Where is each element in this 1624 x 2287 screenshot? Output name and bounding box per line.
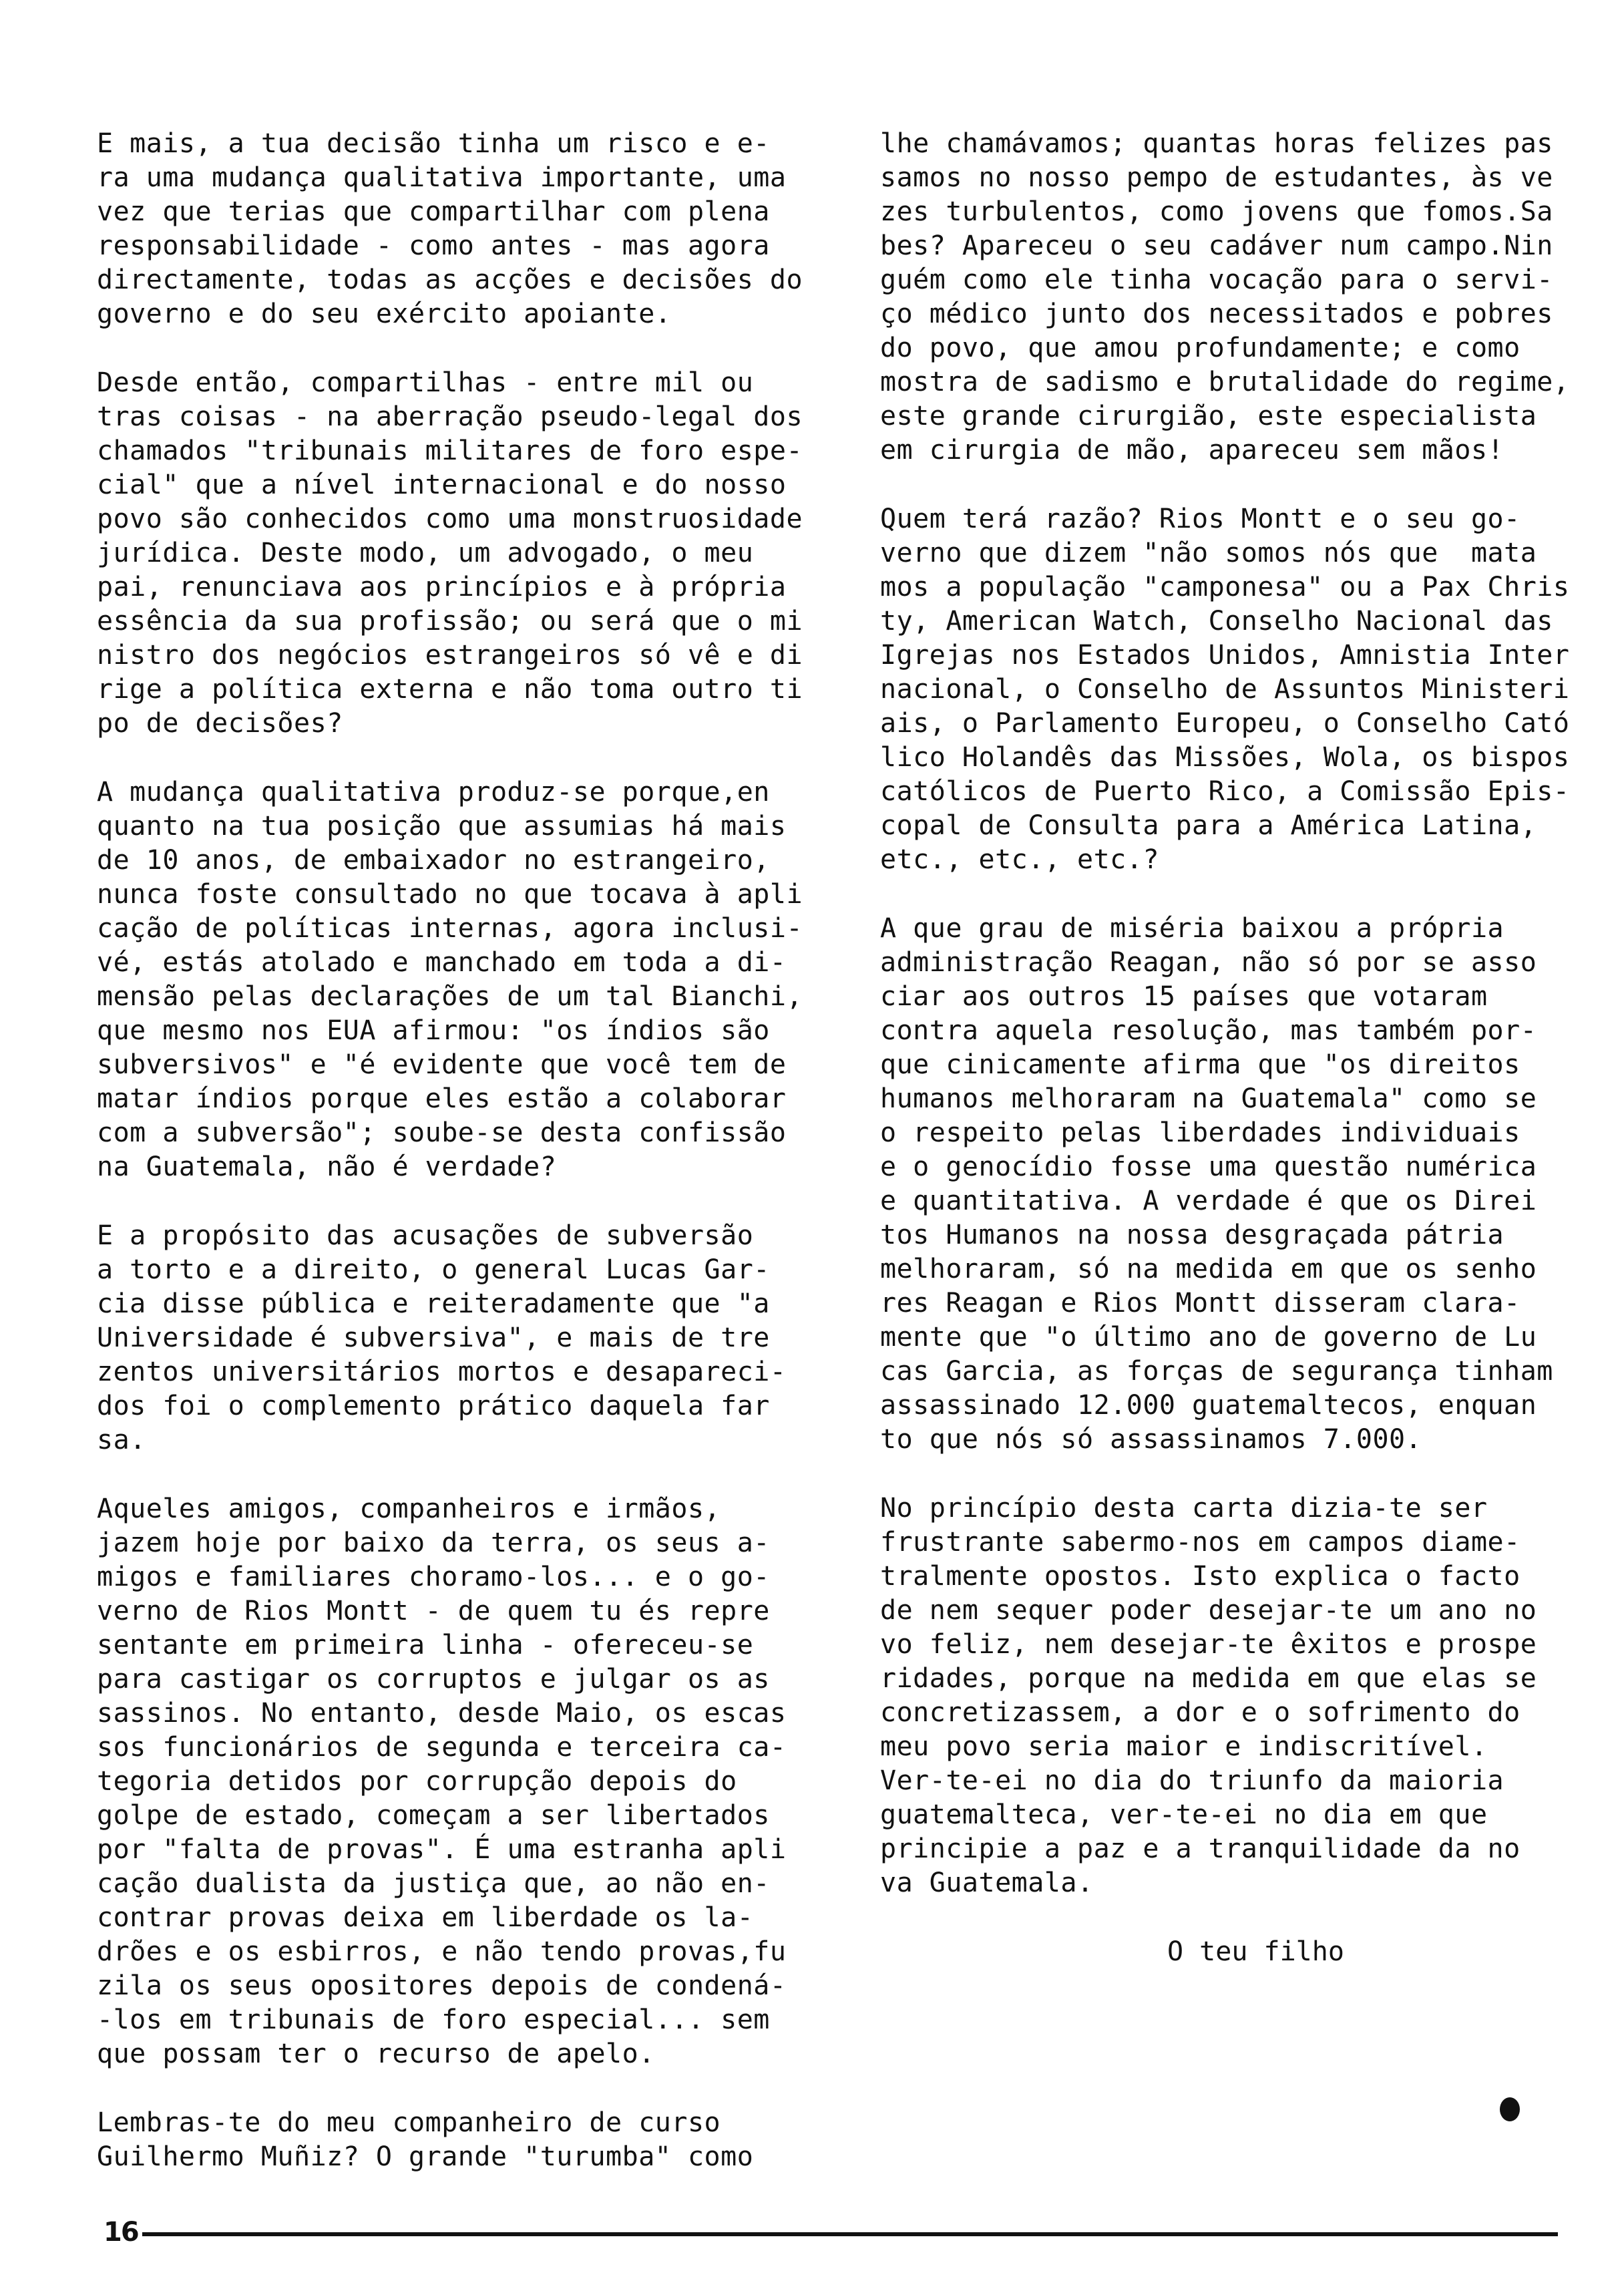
paragraph-decision-risk: E mais, a tua decisão tinha um risco e e- ra uma mudança qualitativa importante, uma vez que terias que compartilhar com plena responsabilidade - como antes - mas agora directamente, todas as acções e decisões do governo e do seu exército apoiante.: [97, 128, 803, 329]
signature-line: O teu filho: [1167, 1936, 1344, 1967]
left-column: [97, 127, 818, 2209]
paragraph-turumba-continued: lhe chamávamos; quantas horas felizes pas samos no nosso pempo de estudantes, às ve zes turbulentos, como jovens que fomos.Sa bes? Apareceu o seu cadáver num campo.Nin guém como ele tinha vocação para o servi- ço médico junto dos necessitados e pobres do povo, que amou profundamente; e como mostra de sadismo e brutalidade do regime, este grande cirurgião, este especialista em cirurgia de mão, apareceu sem mãos!: [880, 128, 1570, 466]
right-column: [880, 127, 1601, 1969]
page-footer: [104, 2219, 1559, 2246]
footer-rule: [142, 2232, 1558, 2236]
paragraph-qualitative-change: A mudança qualitativa produz-se porque,en quanto na tua posição que assumias há mais de 10 anos, de embaixador no estrangeiro, nunca foste consultado no que tocava à apli cação de políticas internas, agora inclusi- vé, estás atolado e manchado em toda a di- mensão pelas declarações de um tal Bianchi, que mesmo nos EUA afirmou: "os índios são subversivos" e "é evidente que você tem de matar índios porque eles estão a colaborar com a subversão"; soube-se desta confissão na Guatemala, não é verdade?: [97, 777, 803, 1182]
paragraph-letter-closing: No princípio desta carta dizia-te ser frustrante sabermo-nos em campos diame- tralmente opostos. Isto explica o facto de nem sequer poder desejar-te um ano no vo feliz, nem desejar-te êxitos e prospe ridades, porque na medida em que elas se concretizassem, a dor e o sofrimento do meu povo seria maior e indiscritível. Ver-te-ei no dia do triunfo da maioria guatemalteca, ver-te-ei no dia em que principie a paz e a tranquilidade da no va Guatemala.: [880, 1493, 1537, 1898]
paragraph-subversion-accusations: E a propósito das acusações de subversão a torto e a direito, o general Lucas Gar- cia disse pública e reiteradamente que "a Universidade é subversiva", e mais de tre zentos universitários mortos e desapareci- dos foi o complemento prático daquela far sa.: [97, 1220, 787, 1455]
paragraph-reagan-administration: A que grau de miséria baixou a própria administração Reagan, não só por se asso ciar aos outros 15 países que votaram contra aquela resolução, mas também por- que cinicamente afirma que "os direitos humanos melhoraram na Guatemala" como se o respeito pelas liberdades individuais e o genocídio fosse uma questão numérica e quantitativa. A verdade é que os Direi tos Humanos na nossa desgraçada pátria melhoraram, só na medida em que os senho res Reagan e Rios Montt disseram clara- mente que "o último ano de governo de Lu cas Garcia, as forças de segurança tinham assassinado 12.000 guatemaltecos, enquan to que nós só assassinamos 7.000.: [880, 913, 1553, 1455]
paragraph-friends-and-justice: Aqueles amigos, companheiros e irmãos, jazem hoje por baixo da terra, os seus a- migos e familiares choramo-los... e o go- verno de Rios Montt - de quem tu és repre sentante em primeira linha - ofereceu-se para castigar os corruptos e julgar os as sassinos. No entanto, desde Maio, os escas sos funcionários de segunda e terceira ca- tegoria detidos por corrupção depois do golpe de estado, começam a ser libertados por "falta de provas". É uma estranha apli cação dualista da justiça que, ao não en- contrar provas deixa em liberdade os la- drões e os esbirros, e não tendo provas,fu zila os seus opositores depois de condená- -los em tribunais de foro especial... sem que possam ter o recurso de apelo.: [97, 1493, 787, 2069]
end-bullet-icon: [1500, 2097, 1520, 2121]
paragraph-military-tribunals: Desde então, compartilhas - entre mil ou tras coisas - na aberração pseudo-legal dos chamados "tribunais militares de foro espe- cial" que a nível internacional e do nosso povo são conhecidos como uma monstruosidade jurídica. Deste modo, um advogado, o meu pai, renunciava aos princípios e à própria essência da sua profissão; ou será que o mi nistro dos negócios estrangeiros só vê e di rige a política externa e não toma outro ti po de decisões?: [97, 367, 803, 739]
page-number: 16: [104, 2217, 138, 2248]
paragraph-who-is-right: Quem terá razão? Rios Montt e o seu go- verno que dizem "não somos nós que mata mos a população "camponesa" ou a Pax Chris ty, American Watch, Conselho Nacional das Igrejas nos Estados Unidos, Amnistia Inter nacional, o Conselho de Assuntos Ministeri ais, o Parlamento Europeu, o Conselho Cató lico Holandês das Missões, Wola, os bispos católicos de Puerto Rico, a Comissão Epis- copal de Consulta para a América Latina, etc., etc., etc.?: [880, 504, 1570, 875]
paragraph-guilhermo-muniz: Lembras-te do meu companheiro de curso Guilhermo Muñiz? O grande "turumba" como: [97, 2107, 754, 2172]
